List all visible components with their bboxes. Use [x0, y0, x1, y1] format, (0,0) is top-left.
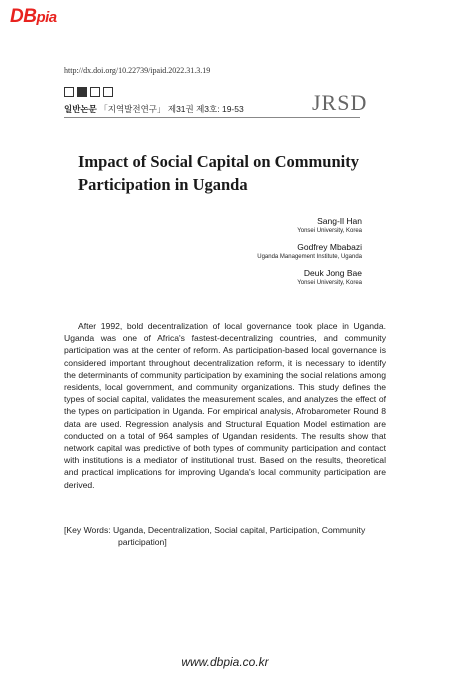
author-affiliation: Uganda Management Institute, Uganda — [257, 254, 362, 260]
author-name: Sang-Il Han — [317, 216, 362, 226]
logo-text-rest: pia — [36, 9, 57, 26]
author-name: Godfrey Mbabazi — [297, 242, 362, 252]
abstract: After 1992, bold decentralization of local governance took place in Uganda. Uganda was one of Africa's fastest-decentralizing countries, and community participation was at the center of reform. As participation-based local governance is considered important throughout decentralization reform, it is necessary to identify the determinants of community participation by examining the social relations among residents, local government, and community organizations. This study defines the types of social capital, validates the measurement scales, and analyzes the effect of the types on participation in Uganda. For empirical analysis, Afrobarometer Round 8 data are used. Regression analysis and Structural Equation Model estimation are conducted on a total of 964 samples of Ugandan residents. The results show that network capital was predictive of both types of community participation and contact with institutions is a mediator of institutional trust. Based on the results, theoretical and practical implications for improving Uganda's local community participation are derived. — [64, 321, 386, 490]
author-name: Deuk Jong Bae — [303, 268, 362, 278]
article-type: 일반논문 — [64, 104, 97, 114]
doi-link[interactable]: http://dx.doi.org/10.22739/ipaid.2022.31.3.19 — [64, 66, 211, 75]
logo-text-first: DB — [10, 6, 37, 27]
footer-url[interactable]: www.dbpia.co.kr — [181, 655, 269, 669]
author-block — [257, 268, 362, 287]
journal-mark: JRSD — [312, 90, 368, 115]
marker-square-2 — [77, 87, 87, 97]
marker-square-4 — [103, 87, 113, 97]
author-affiliation: Yonsei University, Korea — [297, 280, 362, 286]
journal-citation — [64, 103, 244, 115]
paper-title: Impact of Social Capital on Community Participation in Uganda — [78, 152, 359, 194]
marker-square-3 — [90, 87, 100, 97]
author-affiliation: Yonsei University, Korea — [297, 228, 362, 234]
author-block — [257, 216, 362, 235]
citation-detail: 「지역발전연구」 제31권 제3호: 19-53 — [99, 104, 244, 114]
header-divider — [64, 117, 360, 118]
author-block — [257, 242, 362, 261]
keywords: [Key Words: Uganda, Decentralization, Social capital, Participation, Community participation] — [64, 525, 366, 548]
marker-square-1 — [64, 87, 74, 97]
author-list — [257, 216, 362, 294]
dbpia-logo[interactable] — [10, 6, 57, 28]
section-marker — [64, 87, 113, 97]
